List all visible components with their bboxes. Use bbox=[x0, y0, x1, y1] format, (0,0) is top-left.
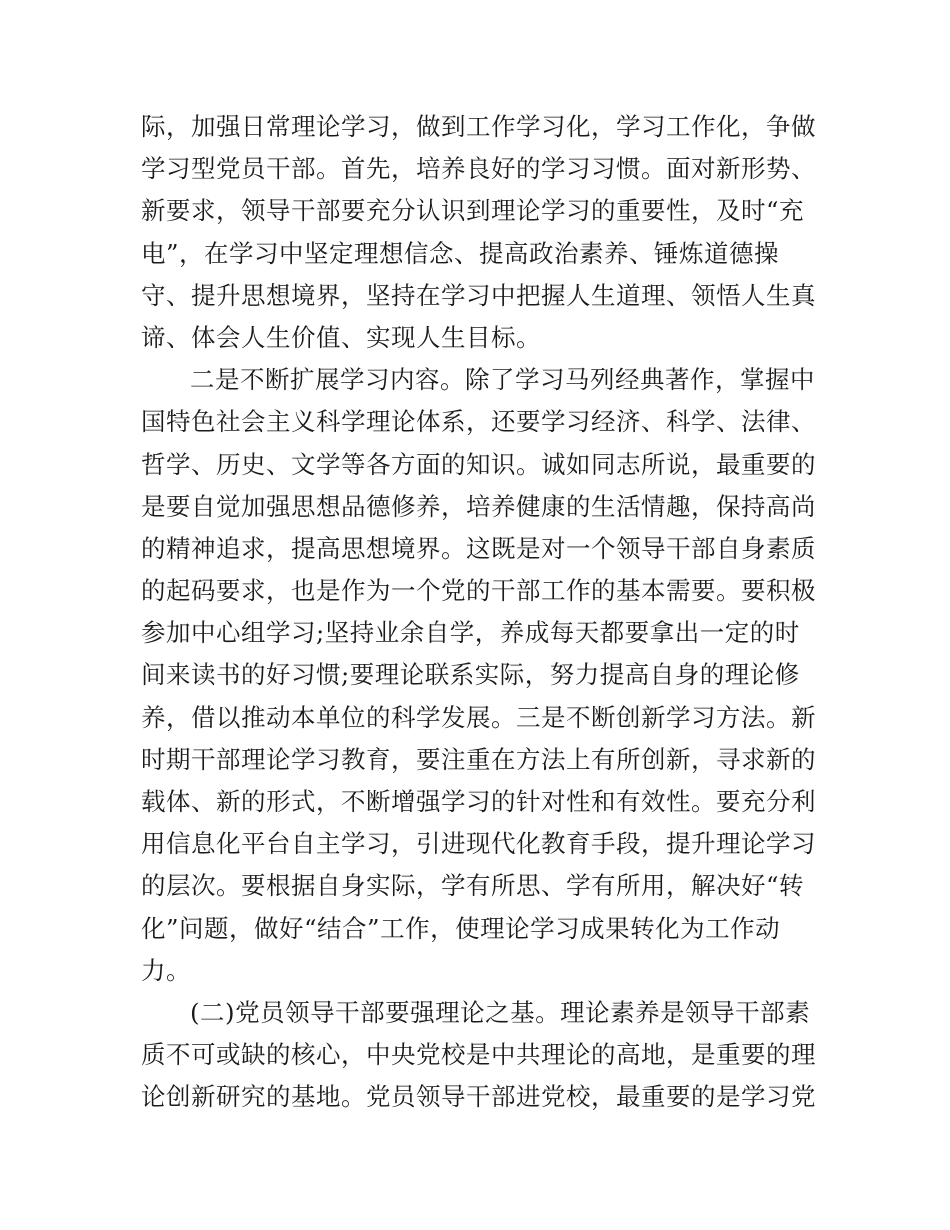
document-body bbox=[141, 106, 817, 1119]
text-line: 养，借以推动本单位的科学发展。三是不断创新学习方法。新 bbox=[141, 702, 816, 732]
text-line: 谛、体会人生价值、实现人生目标。 bbox=[141, 322, 541, 352]
text-line: 守、提升思想境界，坚持在学习中把握人生道理、领悟人生真 bbox=[141, 280, 816, 310]
text-line: 用信息化平台自主学习，引进现代化教育手段，提升理论学习 bbox=[141, 829, 816, 859]
text-line: 的精神追求，提高思想境界。这既是对一个领导干部自身素质 bbox=[141, 533, 816, 563]
text-line: 时期干部理论学习教育，要注重在方法上有所创新，寻求新的 bbox=[141, 744, 816, 774]
text-line: 际，加强日常理论学习，做到工作学习化，学习工作化，争做 bbox=[141, 112, 816, 141]
text-line: 化”问题，做好“结合”工作，使理论学习成果转化为工作动 bbox=[141, 913, 781, 943]
text-line: 是要自觉加强思想品德修养，培养健康的生活情趣，保持高尚 bbox=[141, 491, 816, 521]
text-line: 载体、新的形式，不断增强学习的针对性和有效性。要充分利 bbox=[141, 787, 816, 816]
text-line: 间来读书的好习惯;要理论联系实际，努力提高自身的理论修 bbox=[141, 660, 800, 690]
text-line: 电”，在学习中坚定理想信念、提高政治素养、锤炼道德操 bbox=[141, 238, 780, 268]
text-line: 论创新研究的基地。党员领导干部进党校，最重要的是学习党 bbox=[141, 1082, 816, 1112]
paragraph-first-line: (二)党员领导干部要强理论之基。理论素养是领导干部素 bbox=[190, 997, 811, 1027]
text-line: 力。 bbox=[141, 955, 191, 985]
text-line: 的层次。要根据自身实际，学有所思、学有所用，解决好“转 bbox=[141, 871, 805, 901]
text-line: 哲学、历史、文学等各方面的知识。诚如同志所说，最重要的 bbox=[141, 449, 816, 479]
text-line: 的起码要求，也是作为一个党的干部工作的基本需要。要积极 bbox=[141, 576, 816, 606]
text-line: 国特色社会主义科学理论体系，还要学习经济、科学、法律、 bbox=[141, 407, 816, 437]
text-line: 新要求，领导干部要充分认识到理论学习的重要性，及时“充 bbox=[141, 196, 805, 226]
text-line: 参加中心组学习;坚持业余自学，养成每天都要拿出一定的时 bbox=[141, 618, 800, 648]
paragraph-first-line: 二是不断扩展学习内容。除了学习马列经典著作，掌握中 bbox=[190, 365, 815, 395]
text-line: 质不可或缺的核心，中央党校是中共理论的高地，是重要的理 bbox=[141, 1040, 816, 1070]
text-line: 学习型党员干部。首先，培养良好的学习习惯。面对新形势、 bbox=[141, 154, 816, 184]
